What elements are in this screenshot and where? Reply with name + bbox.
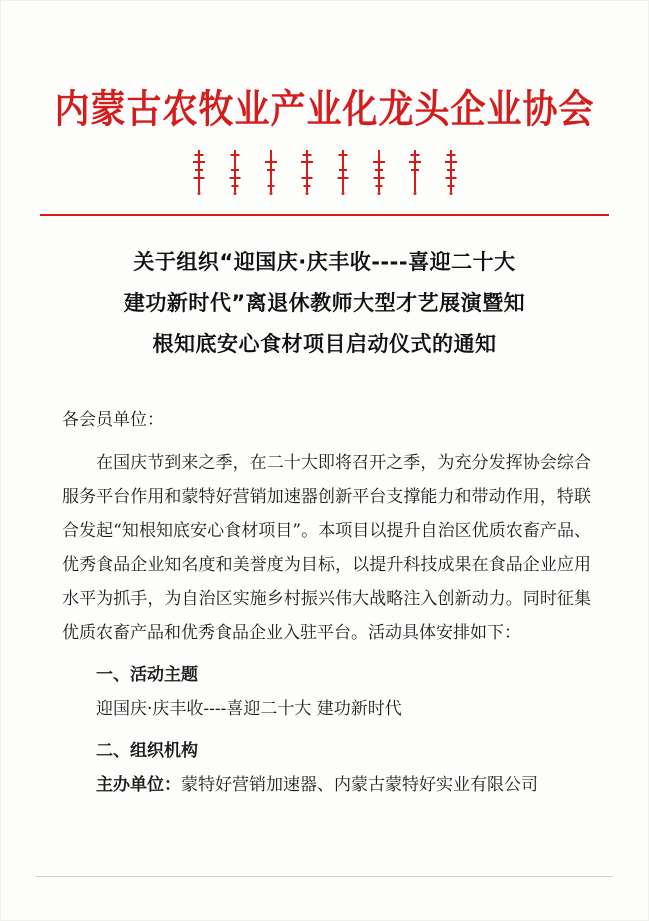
mongolian-script-line [0, 148, 649, 200]
letterhead [0, 0, 649, 216]
mongolian-word [266, 148, 276, 194]
document-title-line: 根知底安心食材项目启动仪式的通知 [152, 332, 497, 357]
document-title-line: 关于组织“迎国庆·庆丰收----喜迎二十大 [133, 250, 516, 275]
document-title-line: 建功新时代”离退休教师大型才艺展演暨知 [123, 291, 526, 316]
section-heading-2: 二、组织机构 [96, 740, 198, 761]
organization-title: 内蒙古农牧业产业化龙头企业协会 [54, 88, 595, 133]
page-bottom-divider [36, 876, 613, 877]
mongolian-word [446, 148, 456, 194]
section-body-2 [62, 768, 591, 802]
mongolian-word [194, 148, 204, 194]
document-title [66, 242, 583, 365]
section-body-2-label: 主办单位： [96, 774, 181, 795]
salutation: 各会员单位： [62, 410, 164, 431]
letterhead-divider [40, 214, 609, 216]
mongolian-word [230, 148, 240, 194]
body-paragraph: 在国庆节到来之季，在二十大即将召开之季，为充分发挥协会综合服务平台作用和蒙特好营销加速器创新平台支撑能力和带动作用，特联合发起“知根知底安心食材项目”。本项目以提升自治区优质农畜产品、优秀食品企业知名度和美誉度为目标，以提升科技成果在食品企业应用水平为抓手，为自治区实施乡村振兴伟大战略注入创新动力。同时征集优质农畜产品和优秀食品企业入驻平台。活动具体安排如下： [62, 452, 591, 643]
mongolian-word [374, 148, 384, 194]
section-body-1: 迎国庆·庆丰收----喜迎二十大 建功新时代 [96, 698, 402, 719]
section-body-2-text: 蒙特好营销加速器、内蒙古蒙特好实业有限公司 [181, 774, 538, 795]
mongolian-word [338, 148, 348, 194]
section-heading-1: 一、活动主题 [96, 664, 198, 685]
mongolian-word [302, 148, 312, 194]
body-paragraphs [62, 446, 591, 650]
mongolian-word [410, 148, 420, 194]
